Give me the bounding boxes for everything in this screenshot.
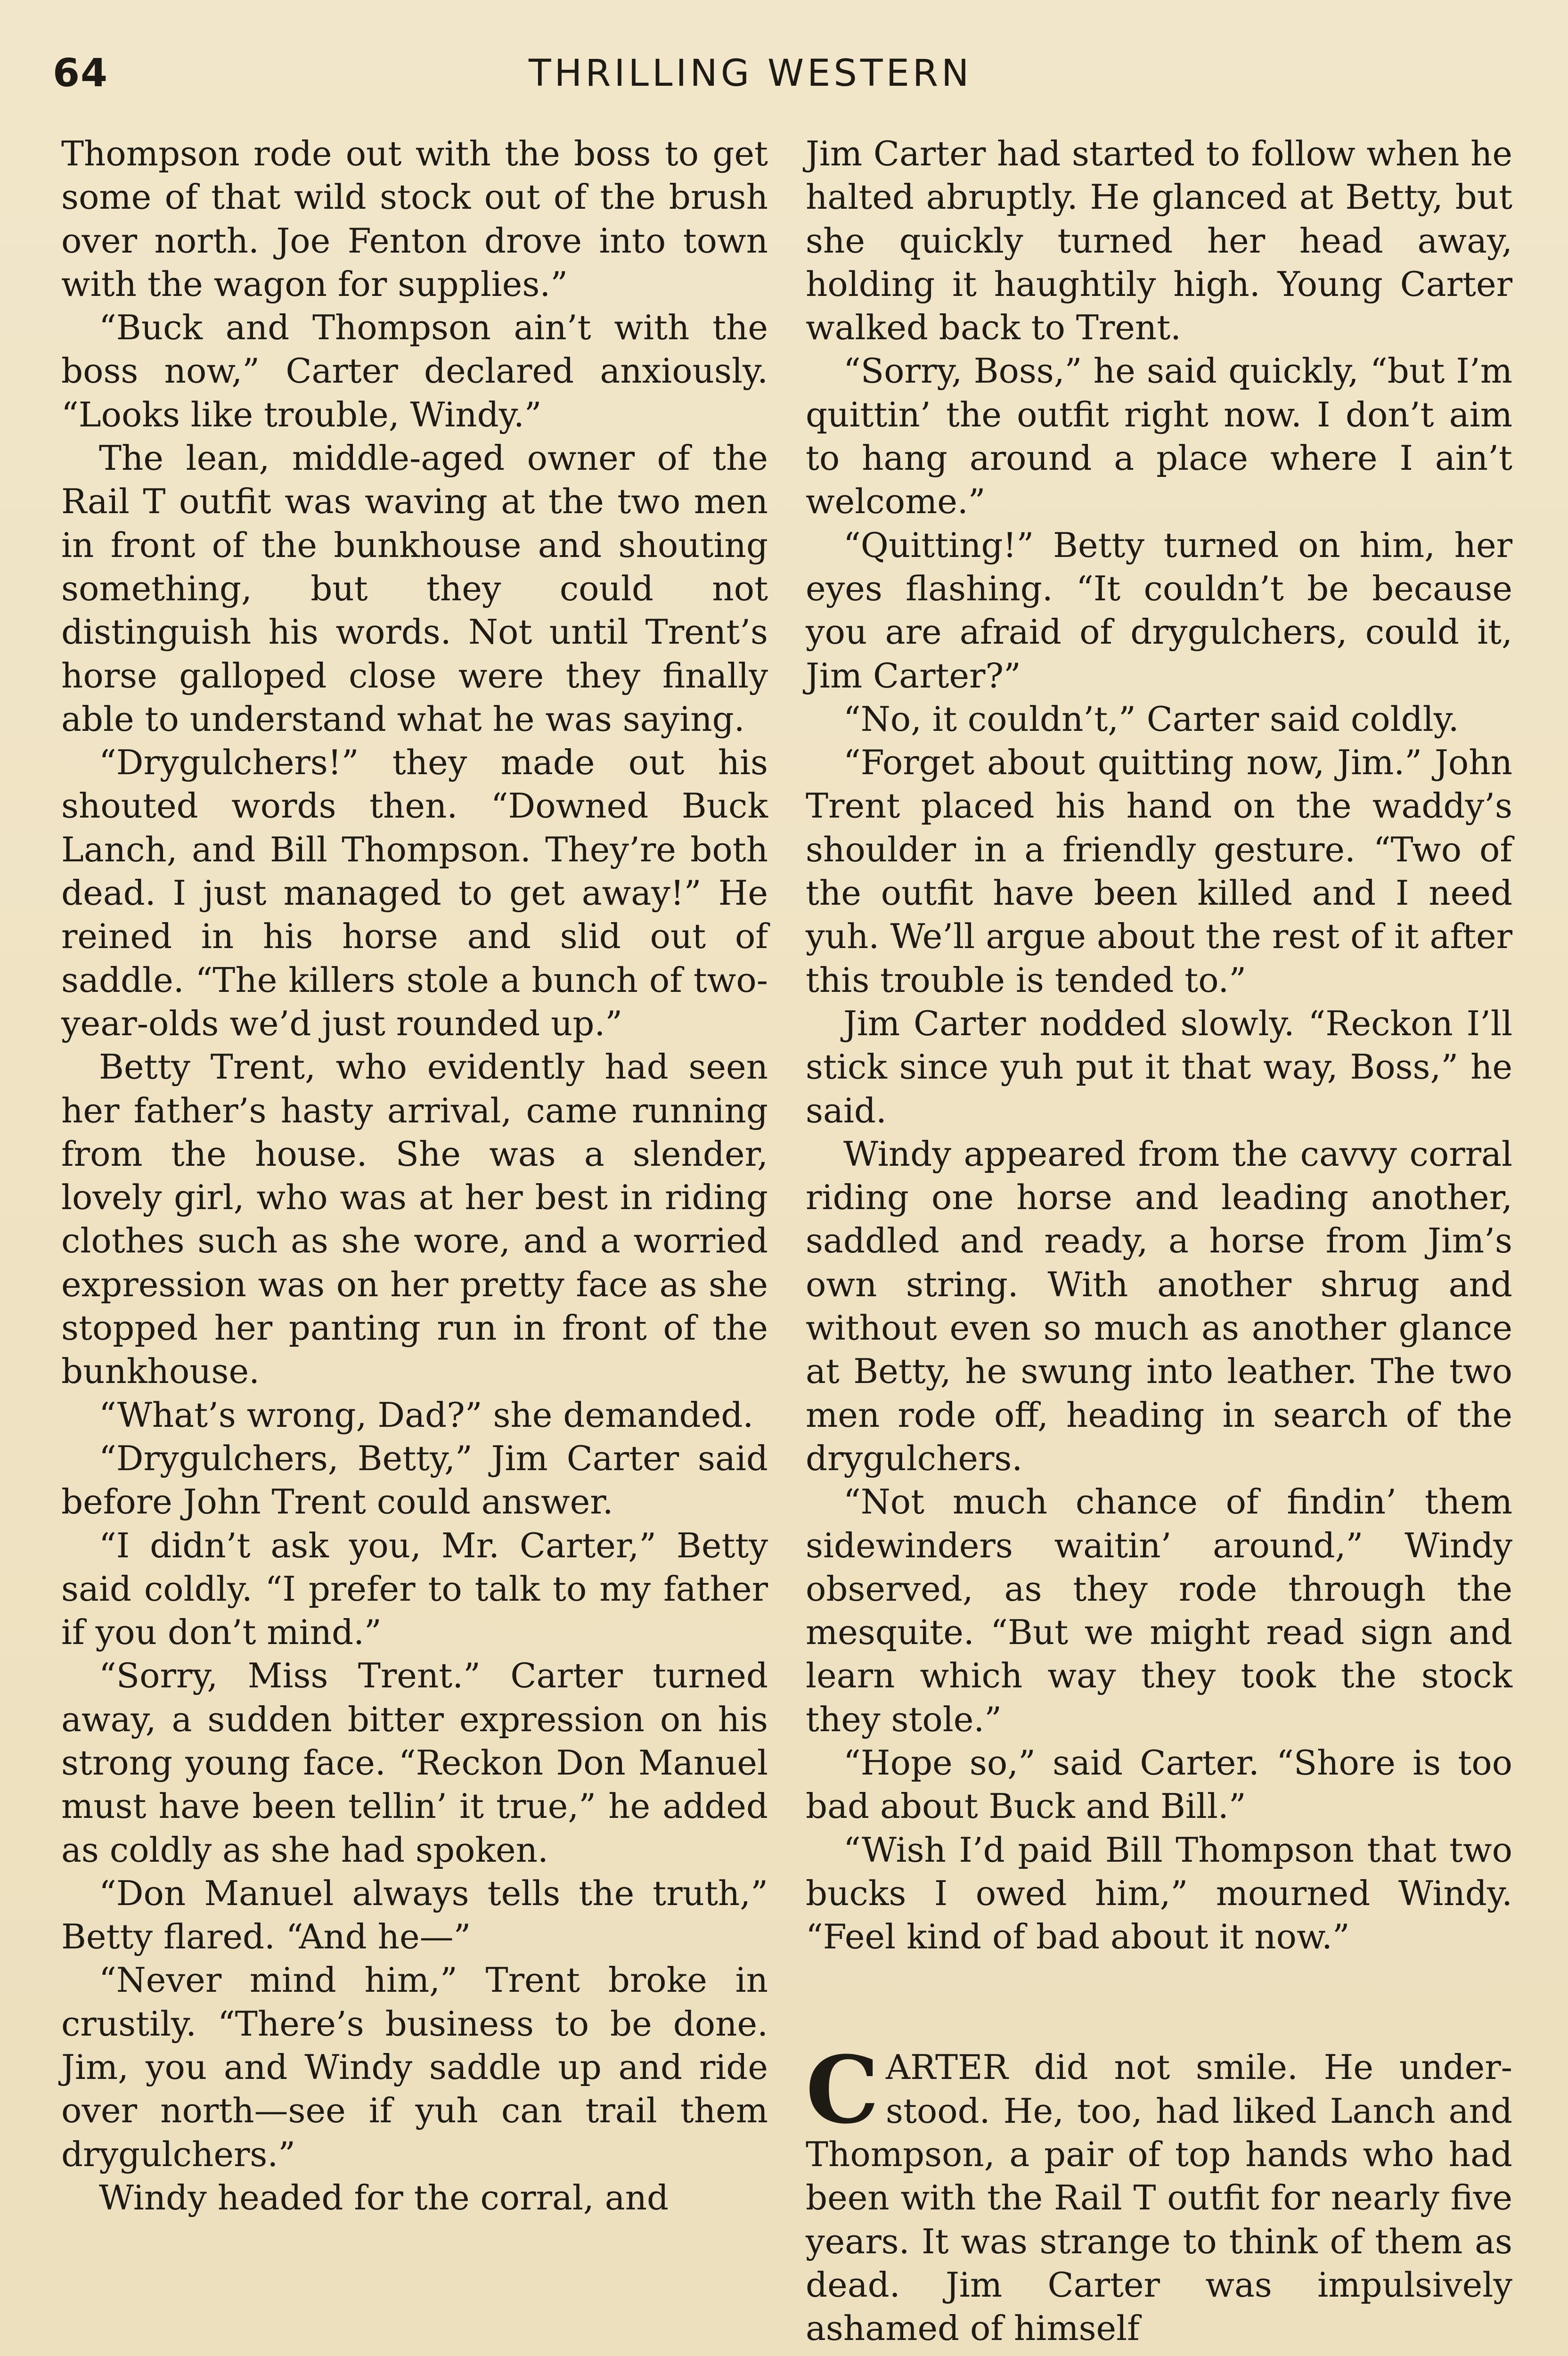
paragraph: “Quitting!” Betty turned on him, her eyes flashing. “It couldn’t be because you are afraid of drygulchers, could it, Jim Carter?” xyxy=(806,525,1512,695)
paragraph: Windy appeared from the cavvy corral riding one horse and leading another, saddled and ready, a horse from Jim’s own string. With another shrug and without even so much as another glance at Betty, he swung into leather. The two men rode off, heading in search of the drygulchers. xyxy=(806,1134,1512,1478)
paragraph: Thompson rode out with the boss to get some of that wild stock out of the brush over north. Joe Fenton drove into town with the wagon for supplies.” xyxy=(61,134,768,304)
paragraph: “Drygulchers!” they made out his shouted words then. “Downed Buck Lanch, and Bill Thompson. They’re both dead. I just managed to get away!” He reined in his horse and slid out of saddle. “The killers stole a bunch of two-year-olds we’d just rounded up.” xyxy=(61,743,768,1043)
paragraph: Jim Carter nodded slowly. “Reckon I’ll stick since yuh put it that way, Boss,” he said. xyxy=(806,1003,1512,1130)
section-break xyxy=(806,1958,1512,2045)
paragraph: “I didn’t ask you, Mr. Carter,” Betty said coldly. “I prefer to talk to my father if you don’t mind.” xyxy=(61,1525,768,1652)
paragraph: “Drygulchers, Betty,” Jim Carter said before John Trent could answer. xyxy=(61,1438,768,1522)
page-header xyxy=(53,45,1513,106)
running-title: THRILLING WESTERN xyxy=(529,52,972,95)
paragraph: “Sorry, Miss Trent.” Carter turned away, a sudden bitter expression on his strong young face. “Reckon Don Manuel must have been tellin’ it true,” he added as coldly as she had spoken. xyxy=(61,1656,768,1870)
paragraph: “Never mind him,” Trent broke in crustily. “There’s business to be done. Jim, you and Windy saddle up and ride over north—see if yuh can trail them drygulchers.” xyxy=(61,1960,768,2174)
paragraph: “What’s wrong, Dad?” she demanded. xyxy=(99,1395,754,1435)
paragraph: Windy headed for the corral, and xyxy=(99,2177,669,2217)
section-opening-paragraph xyxy=(806,2036,1512,2350)
paragraph: “No, it couldn’t,” Carter said coldly. xyxy=(843,699,1459,739)
drop-cap: C xyxy=(806,2036,879,2145)
section-opening-text: ARTER did not smile. He understood. He, too, had liked Lanch and Thompson, a pair of top hands who had been with the Rail T outfit for nearly five years. It was strange to think of them as dead. Jim Carter was impulsively ashamed of himself xyxy=(806,2047,1512,2348)
left-column xyxy=(61,132,768,2219)
paragraph: “Buck and Thompson ain’t with the boss now,” Carter declared anxiously. “Looks like trouble, Windy.” xyxy=(61,308,768,434)
paragraph: “Wish I’d paid Bill Thompson that two bucks I owed him,” mourned Windy. “Feel kind of bad about it now.” xyxy=(806,1830,1512,1957)
paragraph: Betty Trent, who evidently had seen her father’s hasty arrival, came running from the house. She was a slender, lovely girl, who was at her best in riding clothes such as she wore, and a worried expression was on her pretty face as she stopped her panting run in front of the bunkhouse. xyxy=(61,1047,768,1391)
paragraph: “Not much chance of findin’ them sidewinders waitin’ around,” Windy observed, as they rode through the mesquite. “But we might read sign and learn which way they took the stock they stole.” xyxy=(806,1482,1512,1739)
paragraph: “Forget about quitting now, Jim.” John Trent placed his hand on the waddy’s shoulder in a friendly gesture. “Two of the outfit have been killed and I need yuh. We’ll argue about the rest of it after this trouble is tended to.” xyxy=(806,743,1512,1000)
page-number: 64 xyxy=(53,51,109,96)
right-column xyxy=(806,132,1512,2350)
paragraph: “Sorry, Boss,” he said quickly, “but I’m quittin’ the outfit right now. I don’t aim to hang around a place where I ain’t welcome.” xyxy=(806,351,1512,522)
paragraph: “Don Manuel always tells the truth,” Betty flared. “And he—” xyxy=(61,1873,768,1957)
paragraph: Jim Carter had started to follow when he halted abruptly. He glanced at Betty, but she quickly turned her head away, holding it haughtily high. Young Carter walked back to Trent. xyxy=(806,134,1512,348)
paragraph: The lean, middle-aged owner of the Rail T outfit was waving at the two men in front of the bunkhouse and shouting something, but they could not distinguish his words. Not until Trent’s horse galloped close were they finally able to understand what he was saying. xyxy=(61,438,768,739)
paragraph: “Hope so,” said Carter. “Shore is too bad about Buck and Bill.” xyxy=(806,1742,1512,1826)
